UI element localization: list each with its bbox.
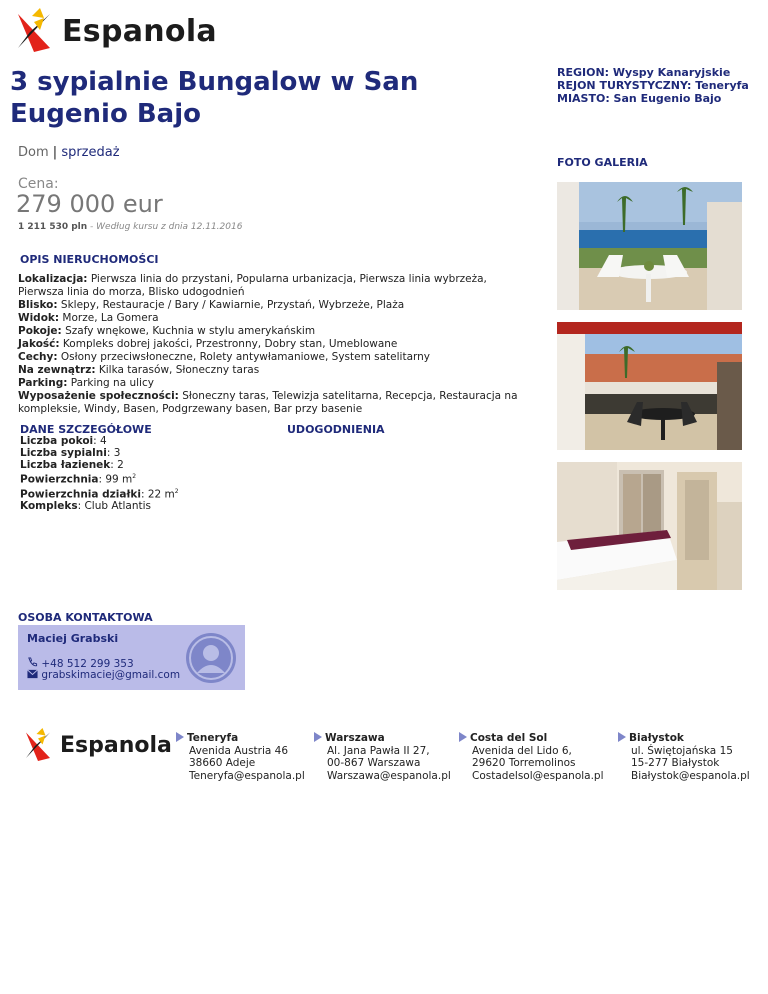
desc-item: Blisko: Sklepy, Restauracje / Bary / Kawiarnie, Przystań, Wybrzeże, Plaża (18, 299, 405, 311)
detail-row: Liczba łazienek: 2 (20, 459, 124, 471)
desc-item: Widok: Morze, La Gomera (18, 312, 159, 324)
desc-item: Cechy: Osłony przeciwsłoneczne, Rolety antywłamaniowe, System satelitarny (18, 351, 431, 363)
contact-email[interactable] (27, 669, 180, 681)
type-separator: | (52, 145, 58, 160)
property-type (18, 145, 120, 160)
gallery-photo-terrace-table[interactable] (557, 322, 742, 450)
office-address: Avenida Austria 46 (189, 744, 289, 757)
description-heading: OPIS NIERUCHOMOŚCI (20, 253, 159, 266)
detail-row: Liczba sypialni: 3 (20, 447, 121, 459)
detail-row: Powierzchnia działki: 22 $m^2$ (20, 487, 179, 500)
desc-item: Na zewnątrz: Kilka tarasów, Słoneczny taras (18, 364, 260, 376)
avatar (186, 633, 236, 683)
location-info (557, 66, 749, 105)
office-city: Białystok (629, 732, 684, 744)
city: MIASTO: San Eugenio Bajo (557, 92, 722, 105)
logo-mark-icon (20, 728, 56, 764)
price-label: Cena: (18, 176, 59, 192)
gallery-heading: FOTO GALERIA (557, 156, 648, 169)
office-bialystok (618, 732, 750, 782)
triangle-bullet-icon (618, 732, 626, 742)
detail-row: Powierzchnia: 99 $m^2$ (20, 473, 137, 486)
gallery-photo-terrace-sea[interactable] (557, 182, 742, 310)
brand-name: Espanola (62, 14, 217, 49)
office-address: Avenida del Lido 6, (472, 744, 572, 757)
price-value: 279 000 eur (16, 190, 163, 218)
tourist-region: REJON TURYSTYCZNY: Teneryfa (557, 79, 749, 92)
office-email[interactable]: Costadelsol@espanola.pl (472, 769, 604, 782)
desc-item: Jakość: Kompleks dobrej jakości, Przestronny, Dobry stan, Umeblowane (18, 338, 398, 350)
logo-mark-icon (10, 8, 58, 56)
price-pln-value: 1 211 530 pln (18, 222, 88, 232)
page-title: 3 sypialnie Bungalow w San Eugenio Bajo (10, 67, 419, 129)
desc-item: Wyposażenie społeczności: Słoneczny taras, Telewizja satelitarna, Recepcja, Restauracja na kompleksie, Windy, Basen, Podgrzewany basen, Bar przy basenie (18, 390, 518, 415)
user-icon (186, 633, 236, 683)
office-warszawa (314, 732, 451, 782)
detail-row: Liczba pokoi: 4 (20, 435, 107, 447)
triangle-bullet-icon (176, 732, 184, 742)
contact-card (18, 625, 245, 690)
details-heading: DANE SZCZEGÓŁOWE (20, 423, 152, 436)
footer-brand-name: Espanola (60, 733, 172, 758)
contact-name: Maciej Grabski (27, 632, 119, 645)
office-city: Costa del Sol (470, 732, 548, 744)
envelope-icon (27, 669, 38, 679)
office-email[interactable]: Warszawa@espanola.pl (327, 769, 451, 782)
office-postal: 38660 Adeje (189, 757, 256, 769)
amenities-heading: UDOGODNIENIA (287, 423, 385, 436)
region: REGION: Wyspy Kanaryjskie (557, 66, 731, 79)
price-pln-note: - Według kursu z dnia 12.11.2016 (87, 222, 243, 232)
office-teneryfa (176, 732, 305, 782)
description-list (18, 273, 528, 416)
office-city: Warszawa (325, 732, 385, 744)
desc-item: Lokalizacja: Pierwsza linia do przystani, Popularna urbanizacja, Pierwsza linia wybrzeża, Pierwsza linia do morza, Blisko udogodnień (18, 273, 487, 298)
office-email[interactable]: Białystok@espanola.pl (631, 769, 750, 782)
desc-item: Pokoje: Szafy wnękowe, Kuchnia w stylu amerykańskim (18, 325, 316, 337)
triangle-bullet-icon (314, 732, 322, 742)
office-postal: 15-277 Białystok (631, 757, 720, 769)
price-pln (18, 222, 242, 232)
contact-heading: OSOBA KONTAKTOWA (18, 611, 153, 624)
contact-email-value: grabskimaciej@gmail.com (41, 669, 181, 681)
brand-logo[interactable] (10, 8, 217, 56)
footer-logo[interactable] (20, 728, 170, 768)
desc-item: Parking: Parking na ulicy (18, 377, 154, 389)
phone-icon (27, 657, 38, 668)
office-costa-del-sol (459, 732, 604, 782)
office-address: Al. Jana Pawła II 27, (327, 744, 430, 757)
triangle-bullet-icon (459, 732, 467, 742)
office-address: ul. Świętojańska 15 (631, 744, 733, 757)
office-email[interactable]: Teneryfa@espanola.pl (189, 769, 305, 782)
office-postal: 00-867 Warszawa (327, 757, 421, 769)
office-postal: 29620 Torremolinos (472, 757, 576, 769)
detail-row: Kompleks: Club Atlantis (20, 500, 151, 512)
gallery-photo-bedroom[interactable] (557, 462, 742, 590)
office-city: Teneryfa (187, 732, 239, 744)
details-list (20, 435, 179, 512)
deal-type: sprzedaż (61, 145, 120, 160)
contact-phone-value: +48 512 299 353 (41, 658, 134, 670)
type-label: Dom (18, 145, 49, 160)
